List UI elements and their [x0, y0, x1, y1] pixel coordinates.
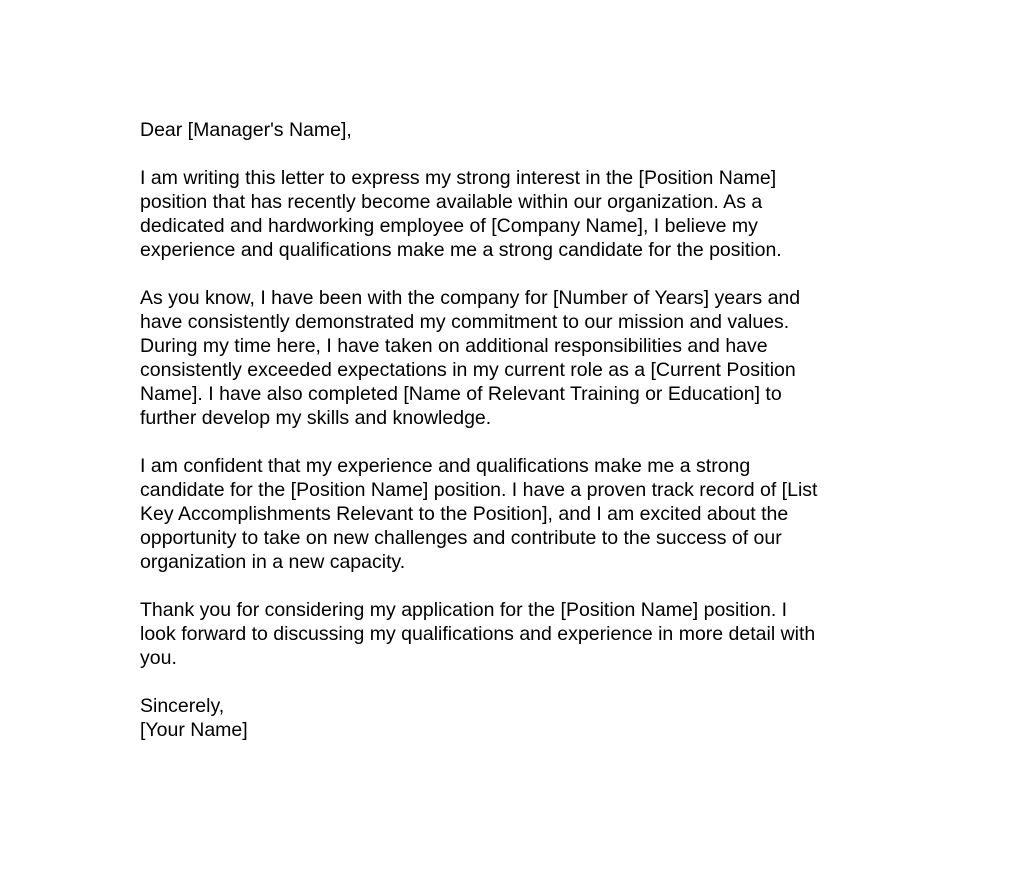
paragraph-line: you.: [140, 647, 177, 669]
paragraph-line: consistently exceeded expectations in my current role as a [Current Position: [140, 359, 796, 381]
paragraph-line: I am confident that my experience and qualifications make me a strong: [140, 455, 751, 477]
paragraph-line: I am writing this letter to express my strong interest in the [Position Name]: [140, 167, 777, 189]
letter-body: [140, 118, 880, 742]
signoff-block: [140, 694, 880, 742]
paragraph-line: During my time here, I have taken on additional responsibilities and have: [140, 335, 768, 357]
paragraph-experience: [140, 286, 880, 430]
paragraph-line: further develop my skills and knowledge.: [140, 407, 492, 429]
paragraph-line: opportunity to take on new challenges and contribute to the success of our: [140, 527, 782, 549]
paragraph-line: Name]. I have also completed [Name of Relevant Training or Education] to: [140, 383, 782, 405]
paragraph-line: position that has recently become available within our organization. As a: [140, 191, 763, 213]
paragraph-line: organization in a new capacity.: [140, 551, 406, 573]
salutation-block: [140, 118, 880, 142]
paragraph-line: look forward to discussing my qualifications and experience in more detail with: [140, 623, 816, 645]
salutation: Dear [Manager's Name],: [140, 119, 352, 141]
signature: [Your Name]: [140, 719, 248, 741]
paragraph-confidence: [140, 454, 880, 574]
paragraph-interest: [140, 166, 880, 262]
paragraph-thanks: [140, 598, 880, 670]
paragraph-line: Key Accomplishments Relevant to the Position], and I am excited about the: [140, 503, 789, 525]
paragraph-line: experience and qualifications make me a strong candidate for the position.: [140, 239, 782, 261]
paragraph-line: Thank you for considering my application for the [Position Name] position. I: [140, 599, 788, 621]
paragraph-line: dedicated and hardworking employee of [Company Name], I believe my: [140, 215, 758, 237]
closing: Sincerely,: [140, 695, 225, 717]
paragraph-line: As you know, I have been with the company for [Number of Years] years and: [140, 287, 801, 309]
paragraph-line: have consistently demonstrated my commitment to our mission and values.: [140, 311, 790, 333]
paragraph-line: candidate for the [Position Name] position. I have a proven track record of [List: [140, 479, 818, 501]
